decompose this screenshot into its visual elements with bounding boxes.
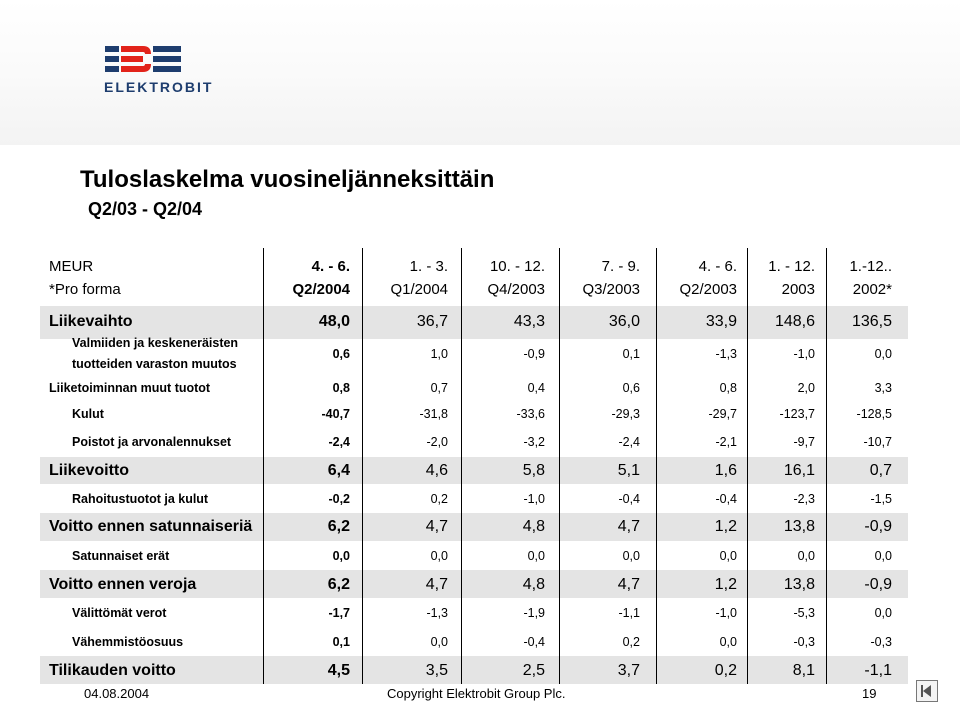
table-cell: 0,2 [622,635,640,649]
table-cell: -2,3 [793,492,815,506]
table-cell: 6,2 [327,576,350,593]
table-cell: -1,5 [870,492,892,506]
row-label: tuotteiden varaston muutos [72,357,237,371]
table-cell: -1,1 [618,606,640,620]
table-cell: 4,5 [327,662,350,679]
table-cell: 0,0 [874,347,892,361]
row-label: Liikevaihto [49,313,133,330]
table-cell: 48,0 [318,313,350,330]
table-cell: -9,7 [793,435,815,449]
table-cell: -2,4 [328,435,350,449]
table-cell: 0,0 [332,549,350,563]
table-cell: -1,0 [793,347,815,361]
table-cell: 1,6 [714,462,737,479]
table-cell: 2,5 [522,662,545,679]
period-header: 4. - 6. [698,258,737,275]
table-cell: -10,7 [863,435,892,449]
period-header: 1.-12.. [849,258,892,275]
table-cell: 33,9 [705,313,737,330]
table-cell: 16,1 [783,462,815,479]
end-show-button[interactable] [916,680,938,702]
unit-label: MEUR [49,258,94,275]
table-cell: 5,8 [522,462,545,479]
quarter-header: 2003 [781,281,815,298]
row-label: Välittömät verot [72,606,167,620]
column-divider [263,248,264,684]
quarter-header: Q2/2003 [679,281,737,298]
table-cell: 0,2 [714,662,737,679]
table-cell: 4,7 [617,576,640,593]
table-cell: 0,0 [797,549,815,563]
column-divider [461,248,462,684]
page-title: Tuloslaskelma vuosineljänneksittäin [80,166,495,193]
table-cell: 0,4 [527,381,545,395]
table-cell: 3,5 [425,662,448,679]
table-cell: 0,7 [430,381,448,395]
table-cell: -1,9 [523,606,545,620]
table-cell: 5,1 [617,462,640,479]
table-cell: 3,7 [617,662,640,679]
table-cell: -0,2 [328,492,350,506]
row-label: Voitto ennen satunnaiseriä [49,518,253,535]
row-label: Valmiiden ja keskeneräisten [72,336,239,350]
table-cell: -2,4 [618,435,640,449]
logo-wordmark: ELEKTROBIT [104,79,214,95]
column-divider [559,248,560,684]
table-cell: -1,0 [715,606,737,620]
table-cell: -0,4 [523,635,545,649]
table-cell: 0,7 [869,462,892,479]
table-cell: 8,1 [792,662,815,679]
table-cell: 0,0 [622,549,640,563]
row-label: Kulut [72,407,104,421]
table-cell: 4,7 [617,518,640,535]
table-cell: -1,3 [426,606,448,620]
table-cell: -33,6 [516,407,545,421]
table-cell: -1,0 [523,492,545,506]
quarter-header: Q1/2004 [390,281,448,298]
table-cell: -128,5 [856,407,892,421]
table-cell: -1,3 [715,347,737,361]
table-cell: -31,8 [419,407,448,421]
quarter-header: Q2/2004 [292,281,350,298]
table-cell: -3,2 [523,435,545,449]
table-cell: 4,8 [522,518,545,535]
table-cell: 3,3 [874,381,892,395]
page-number: 19 [862,686,877,701]
table-cell: 4,7 [425,576,448,593]
footer-copyright: Copyright Elektrobit Group Plc. [387,686,566,701]
column-divider [362,248,363,684]
table-cell: 0,0 [874,606,892,620]
row-label: Tilikauden voitto [49,662,176,679]
table-cell: 0,0 [719,549,737,563]
table-cell: -0,9 [523,347,545,361]
table-cell: 13,8 [783,576,815,593]
table-cell: 36,7 [416,313,448,330]
table-cell: -29,7 [708,407,737,421]
table-cell: -29,3 [611,407,640,421]
table-cell: 0,2 [430,492,448,506]
table-cell: -2,1 [715,435,737,449]
table-cell: 0,0 [719,635,737,649]
table-cell: 2,0 [797,381,815,395]
period-header: 4. - 6. [311,258,350,275]
table-cell: -0,4 [715,492,737,506]
page-subtitle: Q2/03 - Q2/04 [88,199,203,219]
row-label: Rahoitustuotot ja kulut [72,492,209,506]
row-label: Liikevoitto [49,462,130,479]
table-cell: 0,0 [527,549,545,563]
footer-date: 04.08.2004 [84,686,150,701]
table-cell: 0,6 [332,347,350,361]
period-header: 7. - 9. [601,258,640,275]
table-cell: 1,0 [430,347,448,361]
table-cell: 43,3 [513,313,545,330]
table-cell: 1,2 [714,576,737,593]
table-cell: -1,7 [328,606,350,620]
table-cell: 6,2 [327,518,350,535]
row-label: Liiketoiminnan muut tuotot [49,381,211,395]
table-cell: -123,7 [779,407,815,421]
quarter-header: Q4/2003 [487,281,545,298]
table-cell: 13,8 [783,518,815,535]
table-cell: -0,3 [793,635,815,649]
table-cell: 4,7 [425,518,448,535]
table-cell: 148,6 [774,313,815,330]
row-label: Satunnaiset erät [72,549,170,563]
table-cell: -0,3 [870,635,892,649]
table-cell: 36,0 [608,313,640,330]
table-cell: 136,5 [851,313,892,330]
table-cell: -2,0 [426,435,448,449]
table-cell: -0,9 [864,518,892,535]
table-cell: 0,6 [622,381,640,395]
period-header: 1. - 3. [409,258,448,275]
table-cell: -0,4 [618,492,640,506]
quarter-header: Q3/2003 [582,281,640,298]
table-cell: -5,3 [793,606,815,620]
table-cell: 0,1 [332,635,350,649]
table-cell: 0,8 [332,381,350,395]
row-label: Vähemmistöosuus [72,635,184,649]
table-cell: 0,8 [719,381,737,395]
period-header: 10. - 12. [489,258,545,275]
pro-forma-note: *Pro forma [49,281,121,298]
table-cell: -0,9 [864,576,892,593]
row-label: Poistot ja arvonalennukset [72,435,232,449]
table-cell: -1,1 [864,662,892,679]
period-header: 1. - 12. [768,258,815,275]
table-cell: 6,4 [327,462,350,479]
quarter-header: 2002* [852,281,892,298]
table-cell: 4,8 [522,576,545,593]
row-label: Voitto ennen veroja [49,576,197,593]
table-cell: 1,2 [714,518,737,535]
table-cell: 0,0 [430,549,448,563]
column-divider [656,248,657,684]
table-cell: 0,0 [874,549,892,563]
table-cell: 0,1 [622,347,640,361]
table-cell: 4,6 [425,462,448,479]
table-cell: -40,7 [321,407,350,421]
end-show-icon [917,681,937,701]
table-cell: 0,0 [430,635,448,649]
